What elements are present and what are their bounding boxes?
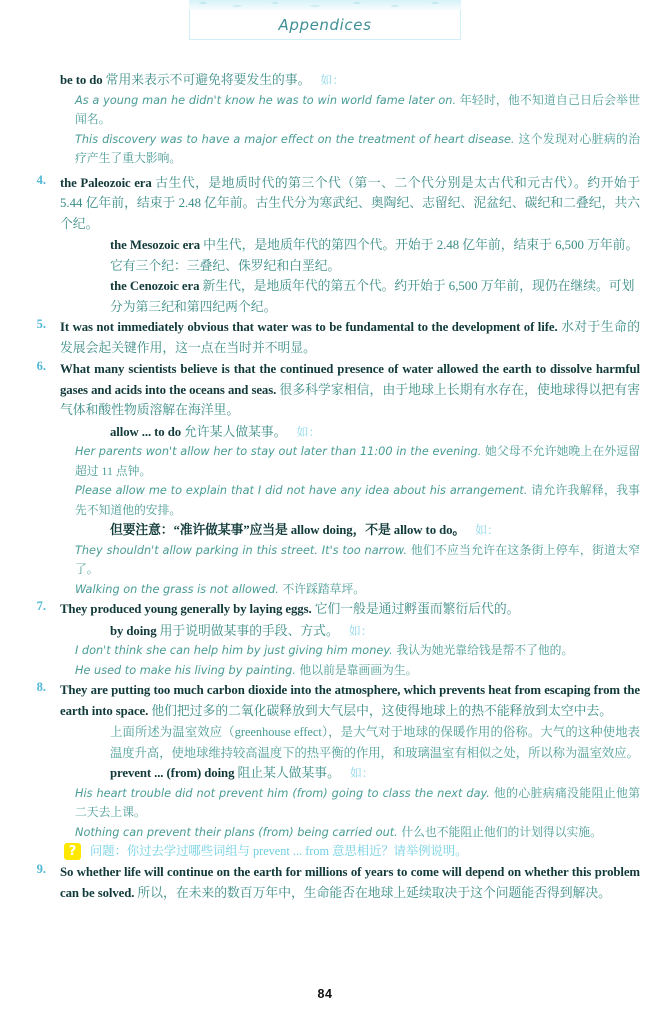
cenozoic-era-phrase — [0, 276, 650, 317]
question-label: 问题： — [90, 844, 127, 858]
item-cn: 所以，在未来的数百万年中，生命能否在地球上延续取决于这个问题能否得到解决。 — [137, 885, 611, 900]
item-cn: 很多科学家相信，由于地球上长期有水存在，使地球得以把有害气体和酸性物质溶解在海洋里。 — [60, 382, 640, 417]
item-number: 4. — [36, 172, 46, 187]
allow-note-example-2 — [0, 580, 650, 600]
header-title-box — [189, 10, 461, 40]
prevent-phrase-heading — [0, 763, 650, 784]
example-en: Nothing can prevent their plans (from) being carried out. — [75, 825, 402, 839]
allow-doing-note — [0, 520, 650, 541]
item-en: the Paleozoic era — [60, 175, 156, 190]
item-text — [60, 173, 640, 235]
item-text — [60, 359, 640, 421]
example-marker: 如： — [320, 73, 345, 87]
list-item-4 — [0, 173, 650, 235]
phrase-en: the Mesozoic era — [110, 238, 204, 252]
list-item-7 — [0, 599, 650, 620]
example-en: As a young man he didn't know he was to win world fame later on. — [75, 93, 460, 107]
be-to-do-example-1 — [0, 91, 650, 130]
example-en: Walking on the grass is not allowed. — [75, 582, 283, 596]
item-number: 8. — [36, 680, 46, 694]
item-en: What many scientists believe is that the continued presence of water allowed the earth to dissolve harmful gases and acids into the oceans and seas. — [60, 362, 640, 397]
be-to-do-example-2 — [0, 130, 650, 169]
question-text-part-1: 你过去学过哪些词组与 — [126, 844, 253, 858]
phrase-cn: 中生代，是地质年代的第四个代。开始于 2.48 亿年前，结束于 6,500 万年前。它有三个纪：三叠纪、侏罗纪和白垩纪。 — [110, 238, 639, 273]
example-cn: 不许踩踏草坪。 — [282, 581, 366, 596]
item-text — [60, 680, 640, 721]
by-doing-phrase-heading — [0, 621, 650, 642]
be-to-do-phrase-cn: 常用来表示不可避免将要发生的事。 — [105, 73, 311, 87]
example-marker: 如： — [296, 424, 321, 439]
example-cn: 我认为她光靠给钱是帮不了他的。 — [396, 643, 574, 657]
by-doing-example-2 — [0, 661, 650, 681]
example-marker: 如： — [348, 623, 373, 638]
example-cn: 他以前是靠画画为生。 — [299, 662, 418, 677]
example-en: Please allow me to explain that I did not have any idea about his arrangement. — [75, 484, 532, 497]
phrase-cn: 用于说明做某事的手段、方式。 — [159, 623, 339, 638]
page-number: 84 — [317, 987, 333, 1001]
item-number: 5. — [36, 317, 46, 331]
phrase-cn: 新生代，是地质年代的第五个代。约开始于 6,500 万年前，现仍在继续。可划分为第三纪和第四纪两个纪。 — [110, 279, 635, 314]
be-to-do-phrase-en: be to do — [60, 73, 106, 87]
item-en: It was not immediately obvious that water was to be fundamental to the development of life. — [60, 320, 562, 334]
allow-note-example-1 — [0, 541, 650, 580]
item-text — [60, 317, 640, 358]
example-en: He used to make his living by painting. — [75, 663, 300, 677]
list-item-9 — [0, 862, 650, 903]
be-to-do-block — [0, 70, 650, 91]
allow-phrase-heading — [0, 422, 650, 443]
item-text — [60, 599, 640, 620]
allow-example-1 — [0, 442, 650, 481]
question-mark-glyph: ? — [68, 844, 77, 859]
example-cn: 他们不应当允许在这条街上停车，街道太窄了。 — [75, 542, 640, 576]
list-item-5 — [0, 317, 650, 358]
example-en: His heart trouble did not prevent him (from) going to class the next day. — [75, 786, 494, 800]
header-texture-band — [189, 0, 461, 10]
example-en: I don't think she can help him by just giving him money. — [75, 644, 397, 657]
list-item-8 — [0, 680, 650, 721]
example-en: Her parents won't allow her to stay out later than 11:00 in the evening. — [75, 445, 486, 458]
item-en: They produced young generally by laying eggs. — [60, 602, 315, 616]
example-cn: 这个发现对心脏病的治疗产生了重大影响。 — [75, 131, 640, 165]
example-en: They shouldn't allow parking in this street. It's too narrow. — [75, 543, 411, 557]
phrase-en: allow ... to do — [110, 424, 185, 439]
phrase-en: the Cenozoic era — [110, 279, 203, 293]
question-prompt-row — [0, 842, 650, 862]
item-en: They are putting too much carbon dioxide into the atmosphere, which prevents heat from escaping from the earth into space. — [60, 683, 640, 718]
page-header — [189, 0, 461, 42]
example-cn: 什么也不能阻止他们的计划得以实施。 — [401, 824, 602, 839]
note-cn: 但要注意：“准许做某事”应当是 allow doing，不是 allow to do。 — [110, 523, 466, 537]
phrase-en: by doing — [110, 623, 160, 638]
document-content — [0, 70, 650, 904]
example-cn: 请允许我解释，我事先不知道他的安排。 — [75, 483, 640, 517]
item-cn: 他们把过多的二氧化碳释放到大气层中，这使得地球上的热不能释放到太空中去。 — [151, 703, 613, 718]
mesozoic-era-phrase — [0, 235, 650, 276]
example-cn: 她父母不允许她晚上在外逗留超过 11 点钟。 — [75, 444, 640, 478]
phrase-cn: 阻止某人做某事。 — [237, 766, 340, 780]
example-marker: 如： — [475, 523, 500, 537]
item-cn: 它们一般是通过孵蛋而繁衍后代的。 — [314, 602, 520, 616]
greenhouse-effect-note: 上面所述为温室效应（greenhouse effect），是大气对于地球的保暖作用的俗称。大气的这种使地表温度升高，使地球维持较高温度下的热平衡的作用，和玻璃温室有相似之处，所以称为温室效应。 — [110, 725, 640, 760]
example-en: This discovery was to have a major effect on the treatment of heart disease. — [75, 132, 519, 146]
phrase-cn: 允许某人做某事。 — [184, 424, 287, 439]
question-text-part-2: 意思相近？请举例说明。 — [329, 844, 468, 858]
item-cn: 水对于生命的发展会起关键作用，这一点在当时并不明显。 — [60, 320, 640, 355]
example-cn: 他的心脏病痛没能阻止他第二天去上课。 — [75, 785, 641, 819]
prevent-example-2 — [0, 823, 650, 843]
question-text-en: prevent ... from — [252, 844, 330, 858]
by-doing-example-1 — [0, 641, 650, 661]
list-item-6 — [0, 359, 650, 421]
example-cn: 年轻时，他不知道自己日后会举世闻名。 — [75, 92, 640, 126]
page-footer — [0, 985, 650, 1003]
example-marker: 如： — [349, 766, 374, 780]
item-number: 9. — [36, 862, 46, 876]
allow-example-2 — [0, 481, 650, 520]
item-number: 6. — [36, 359, 46, 373]
question-prompt-text — [90, 842, 640, 861]
item-number: 7. — [36, 599, 46, 613]
page-title: Appendices — [278, 15, 372, 34]
be-to-do-heading — [60, 70, 640, 91]
item-en: So whether life will continue on the earth for millions of years to come will depend on whether this problem can be solved. — [60, 865, 640, 900]
prevent-example-1 — [0, 784, 650, 823]
question-bulb-icon — [64, 843, 81, 860]
item-cn: 古生代，是地质时代的第三个代（第一、二个代分别是太古代和元古代）。约开始于 5.44 亿年前，结束于 2.48 亿年前。古生代分为寒武纪、奥陶纪、志留纪、泥盆纪、碳纪和二叠纪，共六个纪。 — [60, 175, 640, 231]
phrase-en: prevent ... (from) doing — [110, 766, 238, 780]
item-text — [60, 862, 640, 903]
